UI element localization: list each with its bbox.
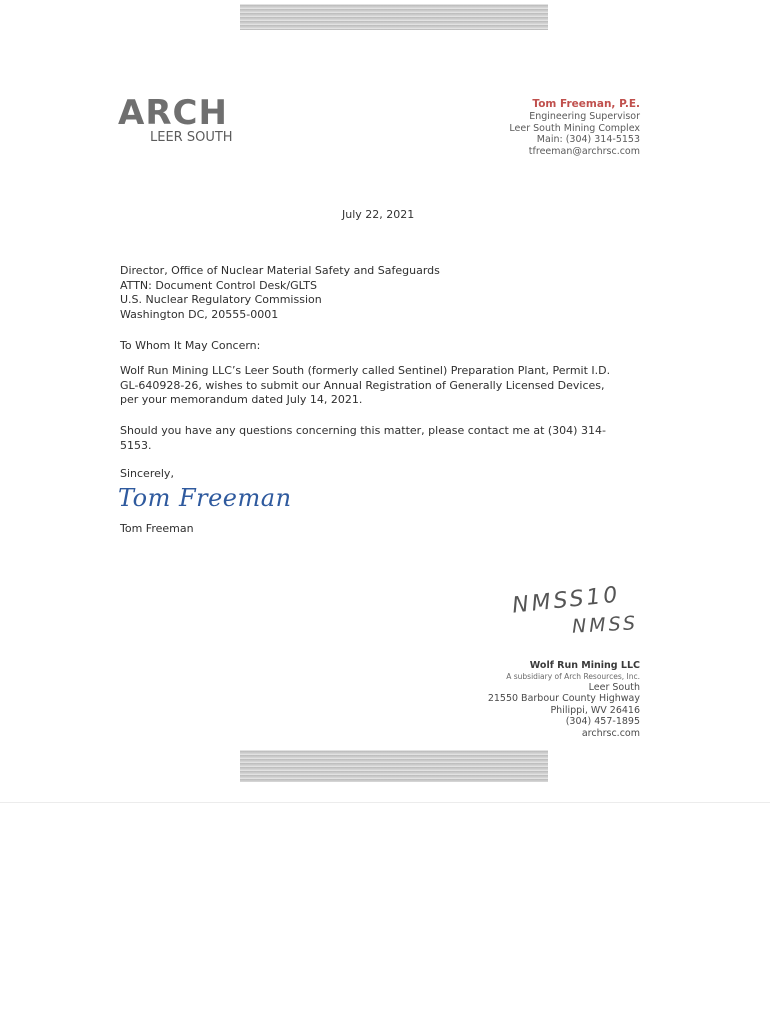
paragraph-line: Should you have any questions concerning this matter, please contact me at (304) 314-	[120, 424, 606, 437]
address-line: U.S. Nuclear Regulatory Commission	[120, 293, 322, 306]
handwritten-note: NMSS10	[510, 582, 622, 619]
footer-company: Wolf Run Mining LLC	[529, 660, 640, 671]
closing: Sincerely,	[120, 467, 174, 480]
sender-phone: Main: (304) 314-5153	[536, 134, 640, 145]
address-line: ATTN: Document Control Desk/GLTS	[120, 278, 317, 292]
salutation: To Whom It May Concern:	[120, 339, 261, 352]
handwritten-signature: Tom Freeman	[118, 484, 292, 512]
footer-phone: (304) 457-1895	[565, 716, 640, 727]
footer-city: Philippi, WV 26416	[550, 704, 640, 716]
sender-name: Tom Freeman, P.E.	[532, 98, 640, 110]
body-paragraph-2	[120, 424, 650, 453]
sender-title: Engineering Supervisor	[529, 111, 640, 122]
logo-subtitle: LEER SOUTH	[150, 130, 233, 145]
paragraph-line: per your memorandum dated July 14, 2021.	[120, 393, 363, 406]
sender-complex: Leer South Mining Complex	[509, 122, 640, 134]
arch-logo	[118, 93, 258, 145]
footer-web: archrsc.com	[581, 727, 640, 739]
address-line: Washington DC, 20555-0001	[120, 307, 279, 321]
paragraph-line: 5153.	[120, 438, 152, 452]
letter-date: July 22, 2021	[342, 208, 415, 221]
paragraph-line: Wolf Run Mining LLC’s Leer South (formerly called Sentinel) Preparation Plant, Permit I.D.	[120, 364, 611, 377]
paragraph-line: GL-640928-26, wishes to submit our Annual Registration of Generally Licensed Devices,	[120, 378, 605, 392]
handwritten-note: NMSS	[571, 612, 639, 638]
footer-subsidiary: A subsidiary of Arch Resources, Inc.	[506, 671, 640, 681]
sender-email: tfreeman@archrsc.com	[528, 145, 640, 157]
scan-page-edge	[0, 802, 770, 803]
body-paragraph-1	[120, 364, 650, 408]
footer-site: Leer South	[588, 681, 640, 693]
logo-wordmark: ARCH	[118, 93, 228, 133]
sender-contact-block	[509, 98, 640, 157]
footer-street: 21550 Barbour County Highway	[487, 693, 640, 704]
address-line: Director, Office of Nuclear Material Safety and Safeguards	[120, 264, 440, 277]
recipient-address	[120, 264, 650, 322]
company-footer	[488, 660, 640, 739]
signer-name: Tom Freeman	[120, 522, 194, 535]
scan-artifact-top	[240, 4, 548, 30]
scan-artifact-bottom	[240, 750, 548, 782]
